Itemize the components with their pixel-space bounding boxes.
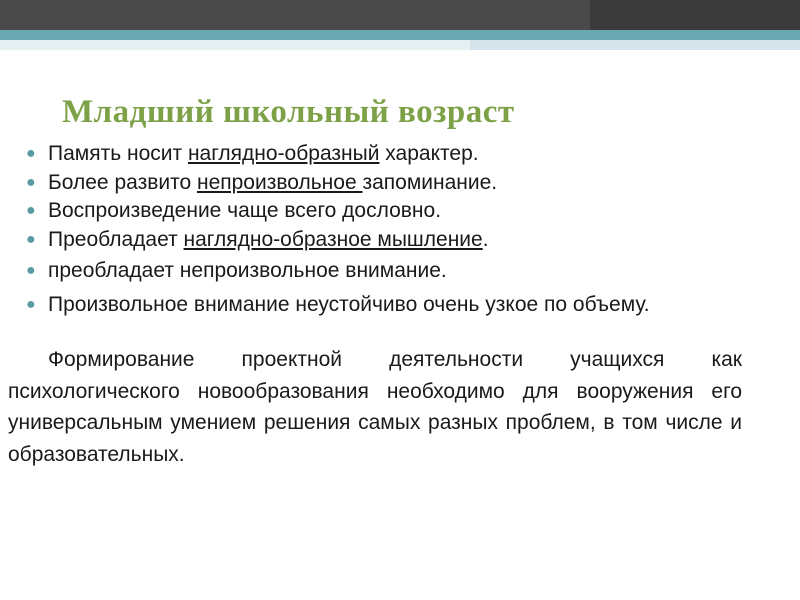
item-underlined: наглядно-образный xyxy=(187,142,380,165)
item-text-end: характер. xyxy=(379,142,479,165)
bullet-dot-icon: ● xyxy=(26,202,36,219)
top-bar-accent xyxy=(590,0,800,30)
light-strip-segment xyxy=(0,40,470,50)
list-item xyxy=(24,197,744,226)
item-text: Произвольное внимание неустойчиво очень узкое по объему. xyxy=(48,292,650,316)
bullet-list xyxy=(24,140,744,320)
item-underlined: наглядно-образное мышление xyxy=(183,227,483,251)
list-item xyxy=(24,226,744,255)
list-item xyxy=(24,169,744,198)
teal-strip xyxy=(0,30,800,40)
bullet-dot-icon: ● xyxy=(26,230,36,248)
item-underlined: непроизвольное xyxy=(196,170,363,194)
bullet-dot-icon: ● xyxy=(26,145,36,162)
item-text: Преобладает xyxy=(48,227,184,251)
list-item xyxy=(24,140,744,169)
light-strip xyxy=(0,40,800,50)
bullet-dot-icon: ● xyxy=(26,262,36,279)
item-text: Более развито xyxy=(48,170,197,194)
list-item xyxy=(24,257,744,286)
item-text: Воспроизведение чаще всего дословно. xyxy=(48,199,442,222)
list-item xyxy=(24,289,744,320)
bullet-dot-icon: ● xyxy=(26,173,36,191)
slide-title: Младший школьный возраст xyxy=(62,94,515,130)
item-text: преобладает непроизвольное внимание. xyxy=(48,259,447,282)
item-text-end: . xyxy=(482,227,489,251)
bullet-dot-icon: ● xyxy=(26,295,36,313)
body-paragraph: Формирование проектной деятельности учащихся как психологического новообразования необходимо для вооружения его универсальным умением решения самых разных проблем, в том числе и образовательных. xyxy=(8,348,742,466)
item-text-end: запоминание. xyxy=(362,170,498,194)
top-bar xyxy=(0,0,800,30)
item-text: Память носит xyxy=(48,142,188,165)
